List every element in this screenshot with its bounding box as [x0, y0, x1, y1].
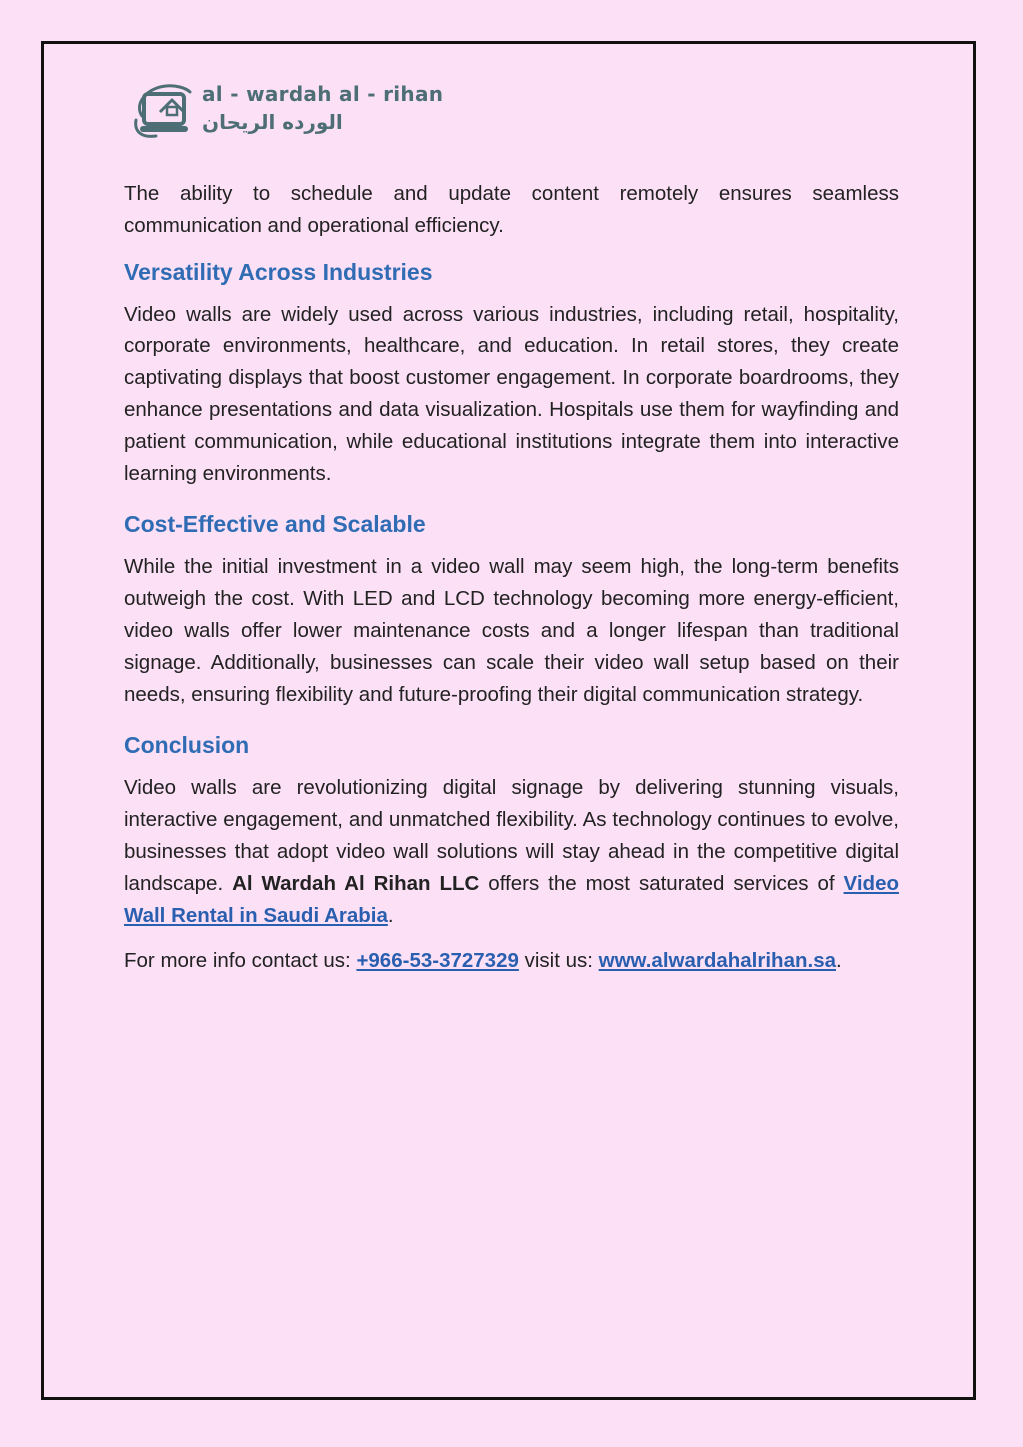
phone-link[interactable]: +966-53-3727329 — [356, 949, 519, 973]
contact-suffix: . — [836, 949, 842, 973]
conclusion-text-middle: offers the most saturated services of — [479, 871, 844, 895]
conclusion-text-end: . — [387, 903, 394, 927]
intro-paragraph: The ability to schedule and update content remotely ensures seamless communication and operational efficiency. — [124, 182, 899, 237]
contact-prefix: For more info contact us: — [124, 949, 357, 973]
visit-label: visit us: — [518, 949, 599, 973]
contact-line — [124, 945, 899, 977]
conclusion-text-start: Video walls are revolutionizing digital signage by delivering stunning visuals, interactive engagement, and unmatched flexibility. As technology continues to evolve, businesses that adopt video wall solutions will stay ahead in the competitive digital landscape. — [124, 776, 899, 895]
paragraph-versatility: Video walls are widely used across various industries, including retail, hospitality, corporate environments, healthcare, and education. In retail stores, they create captivating displays that boost customer engagement. In corporate boardrooms, they enhance presentations and data visualization. Hospitals use them for wayfinding and patient communication, while educational institutions integrate them into interactive learning environments. — [124, 302, 899, 485]
logo-name-arabic: الورده الريحان — [202, 110, 343, 134]
paragraph-cost-effective: While the initial investment in a video wall may seem high, the long-term benefits outweigh the cost. With LED and LCD technology becoming more energy-efficient, video walls offer lower maintenance costs and a longer lifespan than traditional signage. Additionally, businesses can scale their video wall setup based on their needs, ensuring flexibility and future-proofing their digital communication strategy. — [124, 555, 899, 706]
website-link[interactable]: www.alwardahalrihan.sa — [598, 949, 836, 973]
heading-conclusion: Conclusion — [124, 732, 250, 759]
paragraph-conclusion — [124, 772, 899, 931]
document-body — [124, 178, 899, 990]
monitor-with-house-icon — [132, 80, 198, 142]
company-name: Al Wardah Al Rihan LLC — [232, 871, 480, 895]
logo-name-english: al - wardah al - rihan — [202, 82, 444, 106]
heading-versatility: Versatility Across Industries — [124, 258, 433, 285]
heading-cost-effective: Cost-Effective and Scalable — [124, 511, 426, 538]
company-logo — [132, 80, 444, 144]
video-wall-rental-link[interactable]: Video Wall Rental in Saudi Arabia — [124, 871, 899, 927]
